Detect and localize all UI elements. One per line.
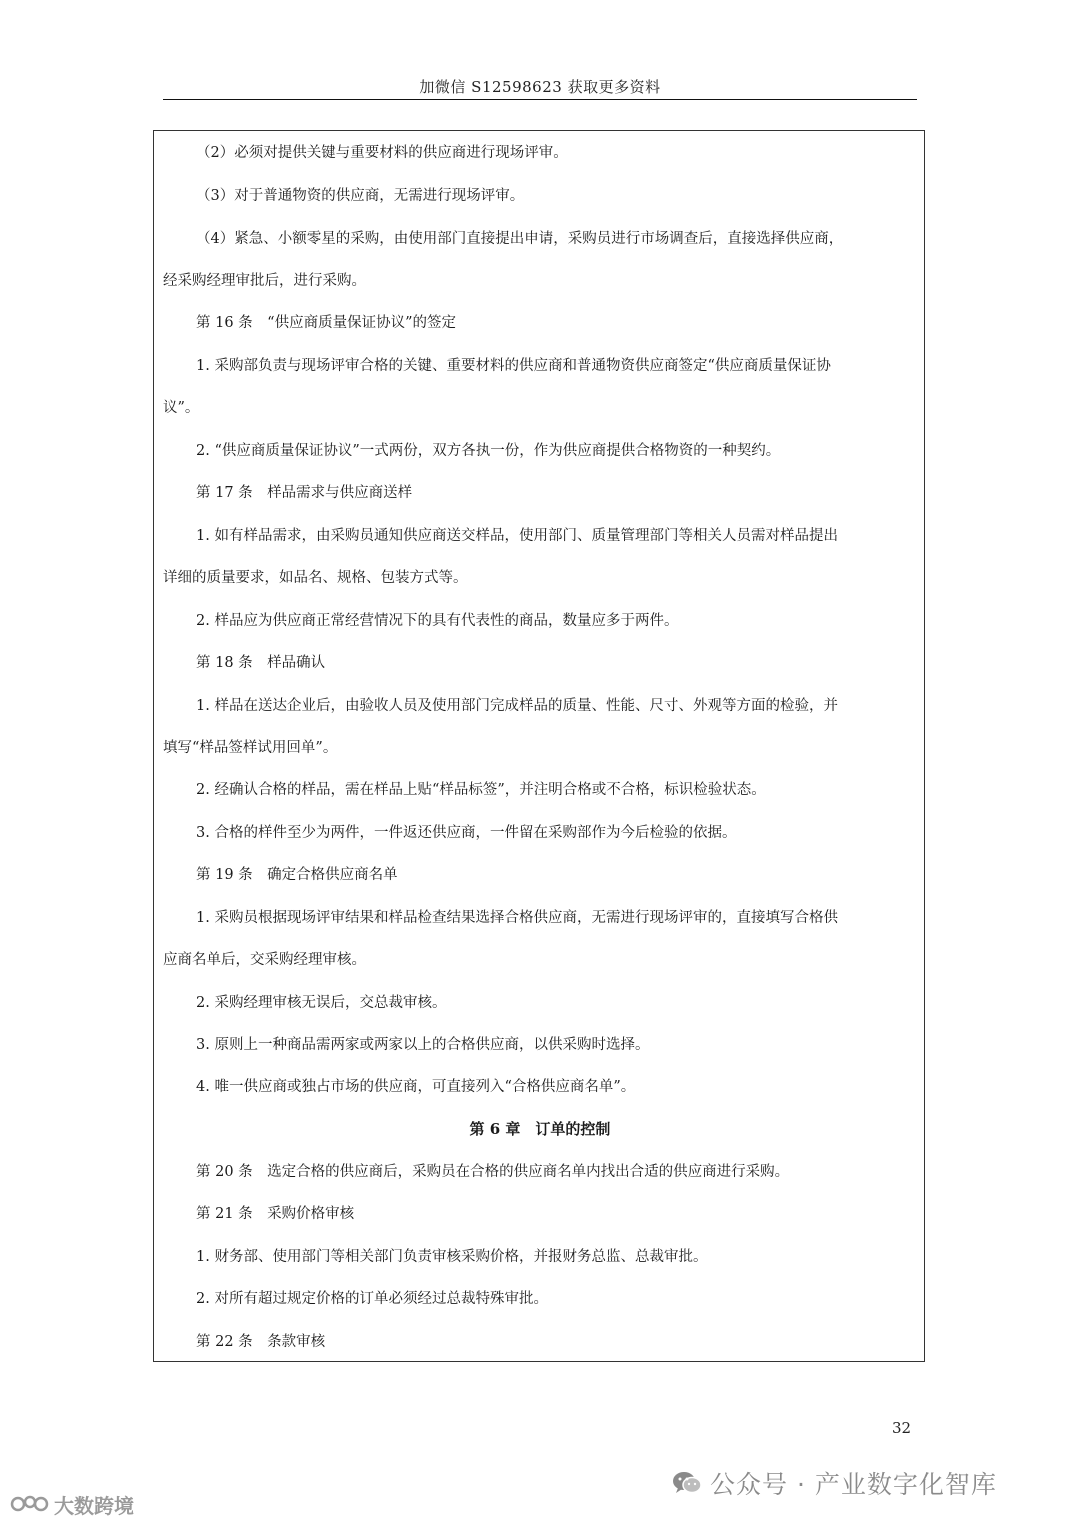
article-heading: 第 18 条 样品确认 (196, 655, 326, 671)
body-line: （2）必须对提供关键与重要材料的供应商进行现场评审。 (196, 145, 568, 161)
body-line: 议”。 (163, 400, 200, 416)
chapter-heading: 第 6 章 订单的控制 (469, 1120, 611, 1138)
body-line: 4. 唯一供应商或独占市场的供应商，可直接列入“合格供应商名单”。 (196, 1079, 636, 1095)
body-line: 3. 合格的样件至少为两件，一件返还供应商，一件留在采购部作为今后检验的依据。 (196, 825, 737, 841)
article-heading: 第 20 条 选定合格的供应商后，采购员在合格的供应商名单内找出合适的供应商进行采购。 (196, 1164, 790, 1180)
header-text: 加微信 S12598623 获取更多资料 (419, 78, 661, 96)
body-line: 1. 样品在送达企业后，由验收人员及使用部门完成样品的质量、性能、尺寸、外观等方面的检验，并 (196, 698, 838, 714)
body-line: 应商名单后，交采购经理审核。 (163, 952, 366, 968)
body-line: 2. 经确认合格的样品，需在样品上贴“样品标签”，并注明合格或不合格，标识检验状态。 (196, 782, 766, 798)
body-line: （3）对于普通物资的供应商，无需进行现场评审。 (196, 188, 525, 204)
article-heading: 第 19 条 确定合格供应商名单 (196, 867, 398, 883)
body-line: 经采购经理审批后，进行采购。 (163, 273, 366, 289)
header-divider (163, 99, 917, 100)
article-heading: 第 22 条 条款审核 (196, 1334, 326, 1350)
body-line: 2. “供应商质量保证协议”一式两份，双方各执一份，作为供应商提供合格物资的一种契约。 (196, 443, 781, 459)
brand-logo-icon (10, 1493, 50, 1515)
wechat-icon (672, 1470, 702, 1496)
body-line: 2. 样品应为供应商正常经营情况下的具有代表性的商品，数量应多于两件。 (196, 613, 679, 629)
body-line: 3. 原则上一种商品需两家或两家以上的合格供应商，以供采购时选择。 (196, 1037, 650, 1053)
body-line: 1. 采购部负责与现场评审合格的关键、重要材料的供应商和普通物资供应商签定“供应商质量保证协 (196, 358, 831, 374)
body-line: （4）紧急、小额零星的采购，由使用部门直接提出申请，采购员进行市场调查后，直接选择供应商， (196, 231, 844, 247)
watermark-right (672, 1466, 997, 1500)
body-line: 2. 对所有超过规定价格的订单必须经过总裁特殊审批。 (196, 1291, 548, 1307)
article-heading: 第 21 条 采购价格审核 (196, 1206, 355, 1222)
body-line: 2. 采购经理审核无误后，交总裁审核。 (196, 995, 447, 1011)
watermark-right-text: 公众号 · 产业数字化智库 (710, 1470, 997, 1499)
article-heading: 第 17 条 样品需求与供应商送样 (196, 485, 413, 501)
watermark-left-text: 大数跨境 (54, 1493, 134, 1518)
page-number: 32 (892, 1419, 912, 1437)
body-line: 填写“样品签样试用回单”。 (163, 740, 338, 756)
body-line: 详细的质量要求，如品名、规格、包装方式等。 (163, 570, 468, 586)
body-line: 1. 如有样品需求，由采购员通知供应商送交样品，使用部门、质量管理部门等相关人员需对样品提出 (196, 528, 838, 544)
body-line: 1. 采购员根据现场评审结果和样品检查结果选择合格供应商，无需进行现场评审的，直接填写合格供 (196, 910, 838, 926)
article-heading: 第 16 条 “供应商质量保证协议”的签定 (196, 315, 456, 331)
body-line: 1. 财务部、使用部门等相关部门负责审核采购价格，并报财务总监、总裁审批。 (196, 1249, 708, 1265)
watermark-left (10, 1491, 134, 1517)
